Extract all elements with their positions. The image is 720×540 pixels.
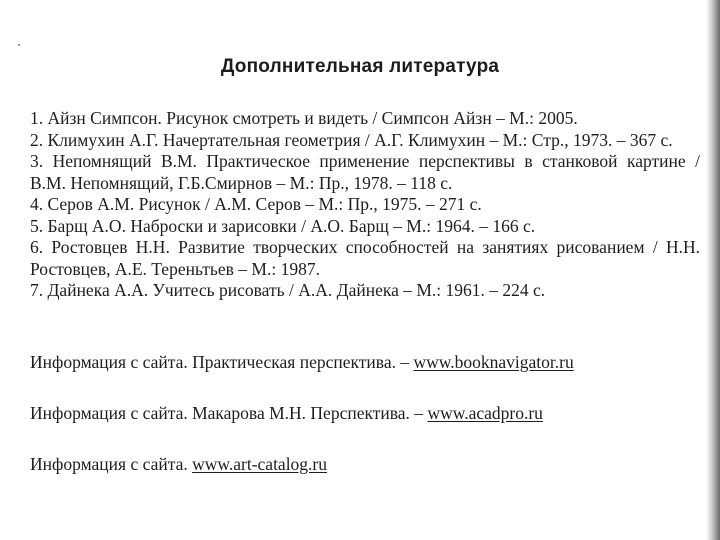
scan-edge-shadow <box>706 0 720 540</box>
reference-item-2: 2. Климухин А.Г. Начертательная геометрия / А.Г. Климухин – М.: Стр., 1973. – 367 с. <box>30 129 673 150</box>
reference-item-1: 1. Айзн Симпсон. Рисунок смотреть и видеть / Симпсон Айзн – М.: 2005. <box>30 108 578 128</box>
site-info-1-link[interactable]: www.booknavigator.ru <box>413 352 574 372</box>
scan-speck <box>18 44 20 46</box>
reference-item-6-line-1: 6. Ростовцев Н.Н. Развитие творческих способностей на занятиях рисованием / Н.Н. <box>30 237 700 257</box>
site-info-2-link[interactable]: www.acadpro.ru <box>427 403 543 423</box>
site-info-1 <box>30 351 574 373</box>
reference-item-5: 5. Барщ А.О. Наброски и зарисовки / А.О. Барщ – М.: 1964. – 166 с. <box>30 215 536 236</box>
site-info-2-text: Информация с сайта. Макарова М.Н. Перспектива. – <box>30 403 428 423</box>
reference-item-3-line-1: 3. Непомнящий В.М. Практическое применение перспективы в станковой картине / <box>30 151 700 171</box>
page-title: Дополнительная литература <box>220 56 500 77</box>
reference-item-6-line-2: Ростовцев, А.Е. Тереньтьев – М.: 1987. <box>30 258 320 279</box>
reference-item-4: 4. Серов А.М. Рисунок / А.М. Серов – М.: Пр., 1975. – 271 с. <box>30 194 482 214</box>
site-info-3-link[interactable]: www.art-catalog.ru <box>192 454 328 474</box>
site-info-2 <box>30 402 543 424</box>
site-info-3 <box>30 453 327 475</box>
reference-item-7: 7. Дайнека А.А. Учитесь рисовать / А.А. Дайнека – М.: 1961. – 224 с. <box>30 280 546 300</box>
site-info-1-text: Информация с сайта. Практическая перспектива. – <box>30 352 414 372</box>
reference-list <box>30 108 700 302</box>
reference-item-3-line-2: В.М. Непомнящий, Г.Б.Смирнов – М.: Пр., 1978. – 118 с. <box>30 172 453 193</box>
site-info-3-text: Информация с сайта. <box>30 454 193 474</box>
